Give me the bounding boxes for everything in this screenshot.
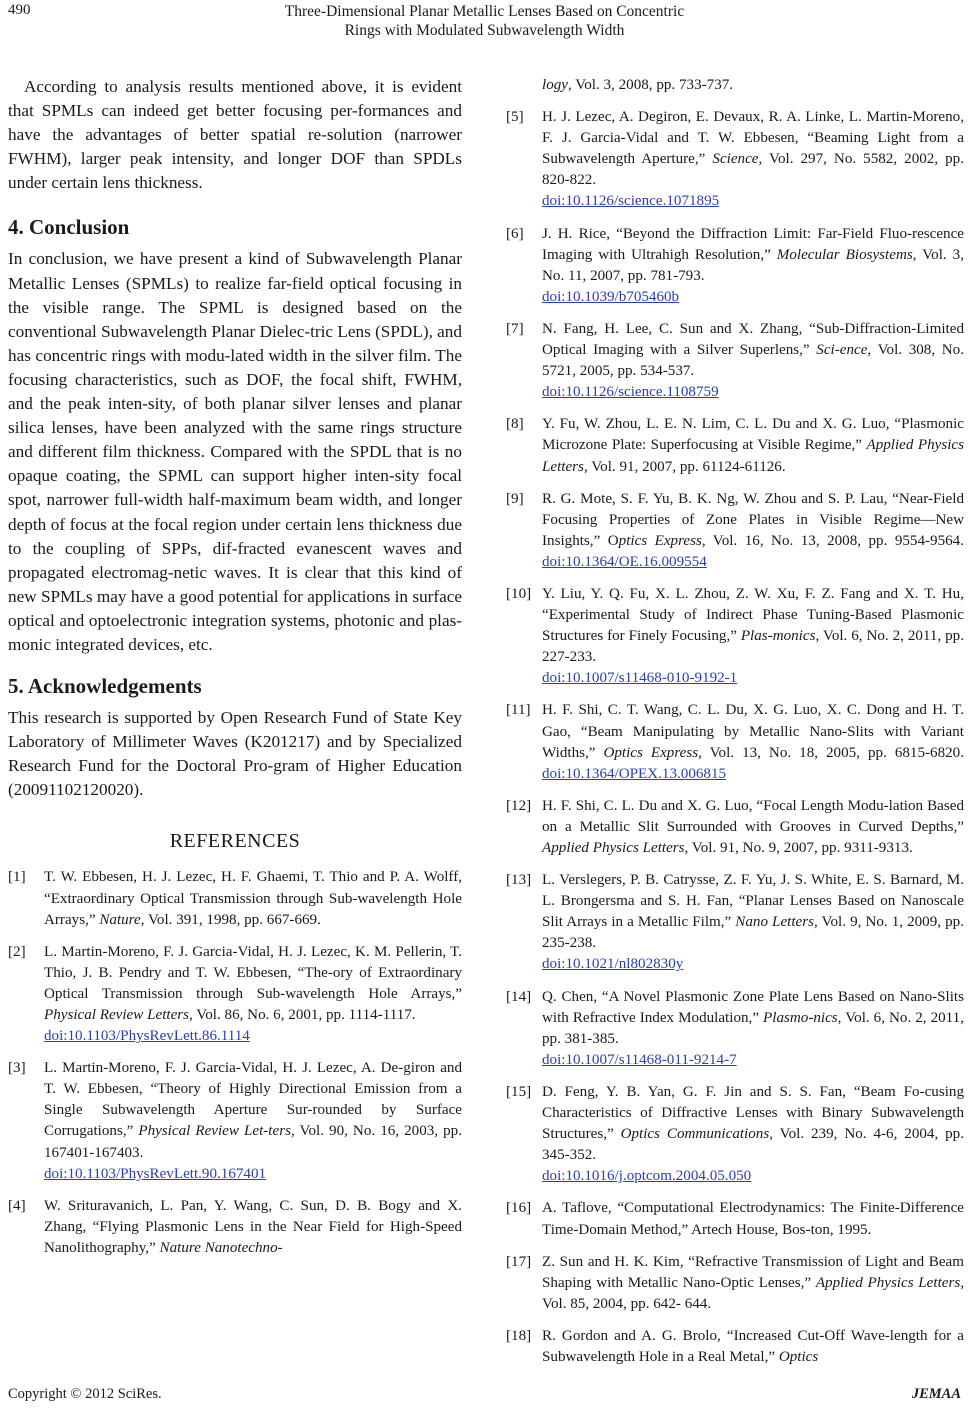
reference-item [8,1196,462,1259]
reference-number: [17] [506,1253,532,1270]
left-reference-list [8,867,462,1259]
reference-text: L. Martin-Moreno, F. J. Garcia-Vidal, H. J. Lezec, K. M. Pellerin, T. Thio, J. B. Pendry and T. W. Ebbesen, “The-ory of Extraordinary Optical Transmission through Sub-wavelength Hole Arrays,” [44,943,462,1002]
reference-details: , Vol. 85, 2004, pp. 642- 644. [542,1274,965,1312]
reference-text: W. Srituravanich, L. Pan, Y. Wang, C. Sun, D. B. Bogy and X. Zhang, “Flying Plasmonic Lens in the Near Field for High-Speed Nanolithography,” [44,1197,462,1256]
reference-text: Y. Fu, W. Zhou, L. E. N. Lim, C. L. Du and X. G. Luo, “Plasmonic Microzone Plate: Superfocusing at Visible Regime,” [542,416,964,454]
reference-text: A. Taflove, “Computational Electrodynamics: The Finite-Difference Time-Domain Method,” Artech House, Bos-ton, 1995. [542,1200,964,1238]
reference-details: , Vol. 91, 2007, pp. 61124-61126. [583,458,786,475]
doi-link[interactable]: doi:10.1364/OE.16.009554 [542,553,707,570]
reference-item [506,584,964,689]
reference-journal: Nature Nanotechno- [159,1239,283,1256]
reference-item [8,942,462,1047]
reference-details: , Vol. 90, No. 16, 2003, pp. 167401-167403. [44,1123,462,1161]
section-5-body: This research is supported by Open Research Fund of State Key Laboratory of Millimeter Waves (K201217) and by Specialized Research Fund for the Doctoral Pro-gram of Higher Education (20091102120020). [8,708,462,800]
reference-text: Y. Liu, Y. Q. Fu, X. L. Zhou, Z. W. Xu, F. Z. Fang and X. T. Hu, “Experimental Study of Indirect Phase Tuning-Based Plasmonic Structures for Finely Focusing,” [542,585,964,645]
right-column [506,75,964,1368]
reference-journal: Science [712,151,759,168]
running-title-line-2: Rings with Modulated Subwavelength Width [344,22,625,39]
reference-journal: Sci-ence [816,342,868,359]
reference-journal: Physical Review Letters [44,1007,190,1023]
reference-details: , Vol. 16, No. 13, 2008, pp. 9554-9564. [701,532,964,549]
reference-number: [4] [8,1197,26,1214]
reference-item [8,1058,462,1185]
reference-number: [15] [506,1083,532,1100]
reference-journal: Optics [778,1348,819,1365]
reference-text: L. Martin-Moreno, F. J. Garcia-Vidal, H. J. Lezec, A. De-giron and T. W. Ebbesen, “Theory of Highly Directional Emission from a Single Subwavelength Aperture Sur-rounded by Surface Corrugations,” [44,1060,462,1140]
reference-number: [3] [8,1060,26,1077]
doi-link[interactable]: doi:10.1016/j.optcom.2004.05.050 [542,1168,752,1185]
reference-journal: Plas-monics [740,628,816,645]
references-heading: REFERENCES [169,830,301,853]
left-column [8,75,462,1259]
reference-number: [14] [506,988,532,1005]
reference-details: , Vol. 6, No. 2, 2011, pp. 227-233. [542,628,964,666]
reference-text: Z. Sun and H. K. Kim, “Refractive Transmission of Light and Beam Shaping with Metallic Nano-Optic Lenses,” [542,1253,964,1291]
doi-link[interactable]: doi:10.1103/PhysRevLett.90.167401 [44,1165,267,1182]
reference-item [506,870,964,975]
right-reference-list [506,107,964,1368]
reference-text: L. Verslegers, P. B. Catrysse, Z. F. Yu, J. S. White, E. S. Barnard, M. L. Brongersma and S. H. Fan, “Planar Lenses Based on Nanoscale Slit Arrays in a Metallic Film,” [542,872,964,931]
reference-details: , Vol. 6, No. 2, 2011, pp. 381-385. [542,1009,964,1047]
reference-number: [11] [506,702,531,719]
reference-item [506,319,964,403]
copyright-notice: Copyright © 2012 SciRes. [8,1386,162,1402]
reference-text: J. H. Rice, “Beyond the Diffraction Limit: Far-Field Fluo-rescence Imaging with Ultrahigh Resolution,” [542,225,964,263]
reference-text: R. Gordon and A. G. Brolo, “Increased Cut-Off Wave-length for a Subwavelength Hole in a Real Metal,” [542,1327,964,1365]
reference-journal: Applied Physics Letters [542,437,965,475]
reference-number: [18] [506,1327,532,1344]
reference-item [506,987,964,1071]
reference-journal: Applied Physics Letters [542,840,685,856]
reference-journal: Molecular Biosystems [776,246,913,263]
section-5-heading: 5. Acknowledgements [8,674,202,699]
reference-details: , Vol. 391, 1998, pp. 667-669. [140,911,321,928]
reference-journal: Optics Communications [620,1126,770,1143]
reference-item [506,1082,964,1187]
reference-text: D. Feng, Y. B. Yan, G. F. Jin and S. S. Fan, “Beam Fo-cusing Characteristics of Diffractive Lenses with Binary Subwavelength Structures,” [542,1083,964,1143]
reference-journal: Optics Express [603,744,699,761]
reference-details: , Vol. 9, No. 1, 2009, pp. 235-238. [542,914,964,952]
reference-item [506,489,964,573]
doi-link[interactable]: doi:10.1103/PhysRevLett.86.1114 [44,1028,250,1045]
doi-link[interactable]: doi:10.1021/nl802830y [542,956,684,973]
reference-item [506,107,964,212]
reference-4-continued [506,75,964,96]
reference-number: [8] [506,416,524,433]
reference-number: [6] [506,225,524,242]
reference-text: H. F. Shi, C. T. Wang, C. L. Du, X. G. Luo, X. C. Dong and H. T. Gao, “Beam Manipulating by Metallic Nano-Slits with Variant Widths,” [542,702,964,761]
reference-text: Q. Chen, “A Novel Plasmonic Zone Plate Lens Based on Nano-Slits with Refractive Index Modulation,” [542,988,964,1026]
reference-number: [1] [8,869,26,886]
reference-details: , Vol. 239, No. 4-6, 2004, pp. 345-352. [542,1126,965,1164]
reference-item [8,867,462,930]
reference-number: [5] [506,109,524,126]
page-number: 490 [8,2,31,18]
conclusion-lead-paragraph: According to analysis results mentioned above, it is evident that SPMLs can indeed get better focusing per-formances and have the advantages of better spatial re-solution (narrower FWHM), larger peak intensity, and longer DOF than SPDLs under certain lens thickness. [8,77,462,193]
reference-text: H. F. Shi, C. L. Du and X. G. Luo, “Focal Length Modu-lation Based on a Metallic Slit Surrounded with Grooves in Curved Depths,” [542,797,964,835]
reference-details: , Vol. 3, 2008, pp. 733-737. [568,77,734,93]
reference-item [506,414,964,477]
running-title [0,2,969,40]
reference-item [506,796,964,859]
reference-number: [7] [506,320,524,337]
running-title-line-1: Three-Dimensional Planar Metallic Lenses Based on Concentric [284,3,685,20]
reference-number: [2] [8,943,26,960]
doi-link[interactable]: doi:10.1364/OPEX.13.006815 [542,765,727,782]
reference-journal: ptics Express [618,532,702,549]
reference-journal: Applied Physics Letters [815,1274,961,1291]
section-4-body: In conclusion, we have present a kind of Subwavelength Planar Metallic Lenses (SPMLs) to realize far-field optical focusing in the visible range. The SPML is designed based on the conventional Subwavelength Planar Dielec-tric Lens (SPDL), and has concentric rings with modu-lated width in the silver film. The focusing characteristics, such as DOF, the focal shift, FWHM, and the peak inten-sity, of both planar silver lenses and planar silica lenses, have been analyzed with the same rings structure and different film thickness. Compared with the SPDL that is no opaque coating, the SPML can support higher inten-sity focal spot, narrower full-width half-maximum beam width, and longer depth of focus at the focal region under certain lens thickness due to the coupling of SPPs, dif-fracted evanescent waves and propagated electromag-netic waves. It is clear that this kind of new SPMLs may have a good potential for applications in surface optical and optoelectronic integration systems, photonic and plas-monic integrated devices, etc. [8,249,462,654]
reference-details: , Vol. 308, No. 5721, 2005, pp. 534-537. [542,342,964,380]
doi-link[interactable]: doi:10.1007/s11468-010-9192-1 [542,670,738,687]
reference-text: R. G. Mote, S. F. Yu, B. K. Ng, W. Zhou and S. P. Lau, “Near-Field Focusing Properties of Zone Plates in Visible Regime—New Insights,” O [542,490,964,549]
journal-abbreviation: JEMAA [911,1386,961,1402]
reference-text: N. Fang, H. Lee, C. Sun and X. Zhang, “Sub-Diffraction-Limited Optical Imaging with a Silver Superlens,” [542,320,964,359]
reference-details: , Vol. 86, No. 6, 2001, pp. 1114-1117. [189,1007,416,1023]
reference-journal: Physical Review Let-ters [138,1123,291,1140]
reference-journal: logy [542,77,568,93]
reference-journal: Nature [99,911,141,928]
reference-number: [16] [506,1200,532,1217]
reference-journal: Nano Letters [735,914,814,931]
reference-number: [12] [506,797,532,814]
doi-link[interactable]: doi:10.1126/science.1108759 [542,384,719,401]
reference-details: , Vol. 3, No. 11, 2007, pp. 781-793. [542,246,964,284]
reference-details: , Vol. 297, No. 5582, 2002, pp. 820-822. [542,151,964,189]
reference-item [506,1198,964,1240]
reference-text: H. J. Lezec, A. Degiron, E. Devaux, R. A. Linke, L. Martin-Moreno, F. J. Garcia-Vidal and T. W. Ebbesen, “Beaming Light from a Subwavelength Aperture,” [542,109,964,168]
reference-text: T. W. Ebbesen, H. J. Lezec, H. F. Ghaemi, T. Thio and P. A. Wolff, “Extraordinary Optical Transmission through Sub-wavelength Hole Arrays,” [44,869,462,928]
reference-details: , Vol. 13, No. 18, 2005, pp. 6815-6820. [698,744,964,761]
doi-link[interactable]: doi:10.1039/b705460b [542,288,680,305]
section-4-heading: 4. Conclusion [8,215,130,240]
doi-link[interactable]: doi:10.1126/science.1071895 [542,193,720,210]
reference-number: [13] [506,872,532,889]
reference-number: [9] [506,490,524,507]
reference-journal: Plasmo-nics [763,1009,838,1026]
reference-item [506,1326,964,1368]
reference-item [506,224,964,308]
doi-link[interactable]: doi:10.1007/s11468-011-9214-7 [542,1051,737,1068]
reference-item [506,700,964,784]
reference-number: [10] [506,585,532,602]
reference-details: , Vol. 91, No. 9, 2007, pp. 9311-9313. [684,840,913,856]
reference-item [506,1252,964,1315]
